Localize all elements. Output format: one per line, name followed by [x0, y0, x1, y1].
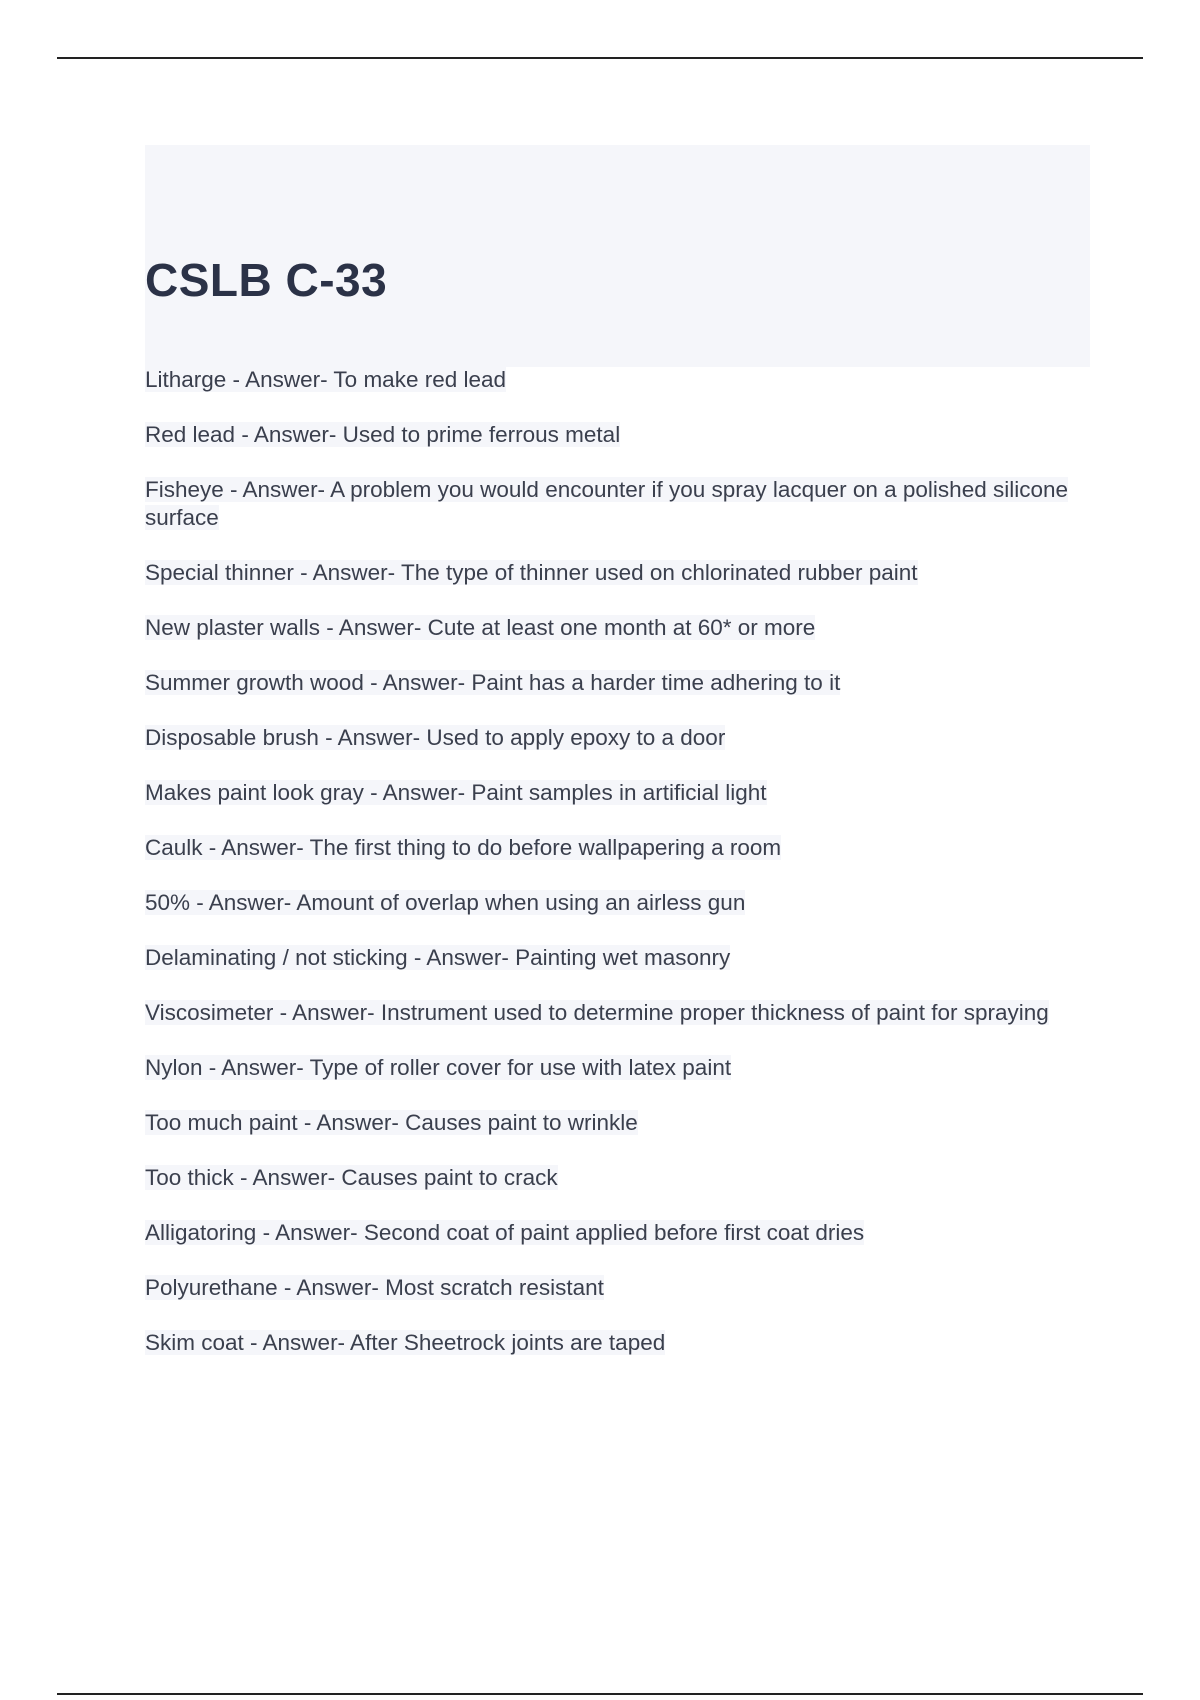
qa-text: Summer growth wood - Answer- Paint has a harder time adhering to it	[145, 670, 841, 695]
document-title: CSLB C-33	[145, 254, 388, 306]
qa-item	[145, 669, 1080, 697]
qa-item	[145, 1164, 1080, 1192]
qa-item	[145, 421, 1080, 449]
qa-item	[145, 944, 1080, 972]
qa-text: Fisheye - Answer- A problem you would encounter if you spray lacquer on a polished silicone surface	[145, 477, 1069, 530]
qa-text: Red lead - Answer- Used to prime ferrous metal	[145, 422, 621, 447]
qa-item	[145, 366, 1080, 394]
qa-text: Delaminating / not sticking - Answer- Painting wet masonry	[145, 945, 731, 970]
top-rule	[57, 57, 1143, 59]
qa-item	[145, 889, 1080, 917]
qa-text: Viscosimeter - Answer- Instrument used to determine proper thickness of paint for spraying	[145, 1000, 1049, 1025]
title-block	[145, 145, 1090, 367]
qa-item	[145, 1054, 1080, 1082]
qa-item	[145, 476, 1080, 532]
qa-item	[145, 1274, 1080, 1302]
qa-text: Disposable brush - Answer- Used to apply epoxy to a door	[145, 725, 726, 750]
qa-text: 50% - Answer- Amount of overlap when using an airless gun	[145, 890, 746, 915]
qa-text: Alligatoring - Answer- Second coat of paint applied before first coat dries	[145, 1220, 865, 1245]
qa-text: Nylon - Answer- Type of roller cover for use with latex paint	[145, 1055, 732, 1080]
qa-item	[145, 1219, 1080, 1247]
qa-item	[145, 834, 1080, 862]
qa-item	[145, 999, 1080, 1027]
qa-item	[145, 559, 1080, 587]
bottom-rule	[57, 1693, 1143, 1695]
qa-text: Makes paint look gray - Answer- Paint samples in artificial light	[145, 780, 767, 805]
qa-item	[145, 1329, 1080, 1357]
qa-item	[145, 1109, 1080, 1137]
qa-text: Skim coat - Answer- After Sheetrock joints are taped	[145, 1330, 666, 1355]
qa-list	[145, 366, 1080, 1384]
qa-text: Litharge - Answer- To make red lead	[145, 367, 507, 392]
qa-text: Too thick - Answer- Causes paint to crack	[145, 1165, 558, 1190]
qa-text: New plaster walls - Answer- Cute at least one month at 60* or more	[145, 615, 816, 640]
qa-text: Caulk - Answer- The first thing to do before wallpapering a room	[145, 835, 782, 860]
qa-text: Too much paint - Answer- Causes paint to wrinkle	[145, 1110, 638, 1135]
qa-text: Polyurethane - Answer- Most scratch resistant	[145, 1275, 604, 1300]
qa-item	[145, 724, 1080, 752]
qa-text: Special thinner - Answer- The type of thinner used on chlorinated rubber paint	[145, 560, 918, 585]
qa-item	[145, 779, 1080, 807]
qa-item	[145, 614, 1080, 642]
